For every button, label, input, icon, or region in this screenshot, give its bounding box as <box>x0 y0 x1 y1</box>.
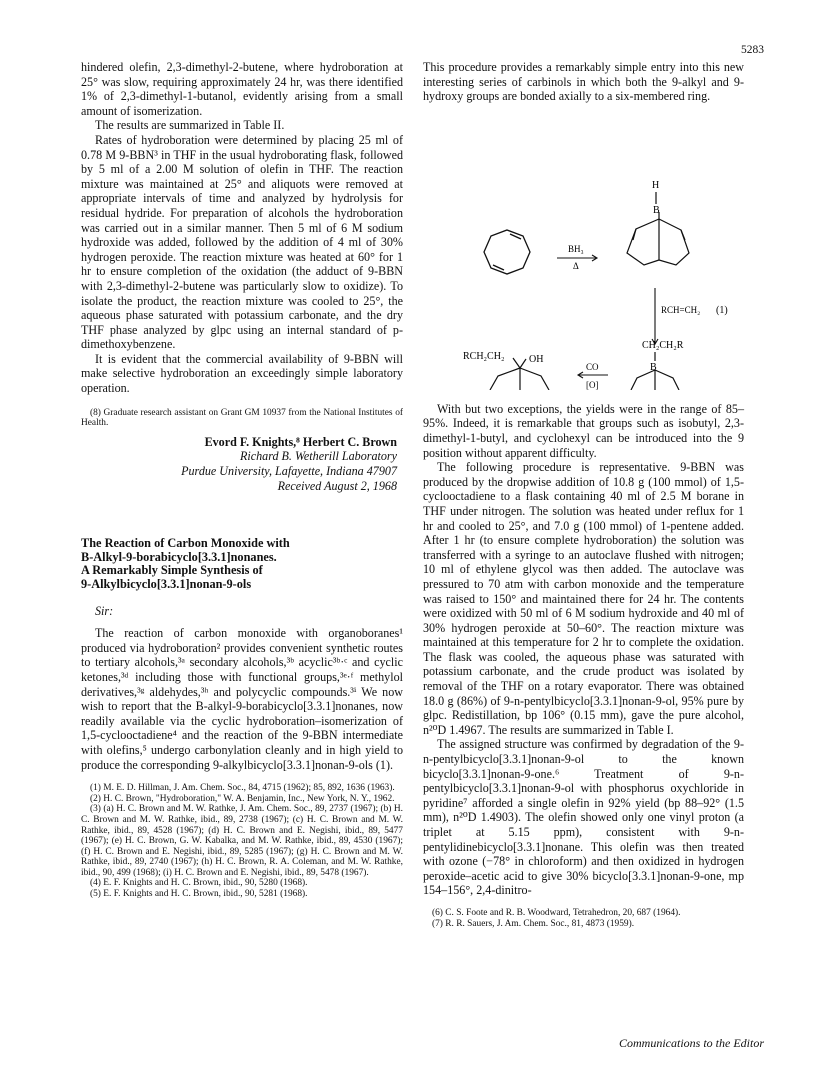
signature-lab: Richard B. Wetherill Laboratory <box>240 449 397 464</box>
left-body-paragraph: The reaction of carbon monoxide with organoboranes¹ produced via hydroboration² provides convenient synthetic routes to tertiary alcohols,³ᵃ secondary alcohols,³ᵇ acyclic³ᵇ·ᶜ and cyclic ketones,³ᵈ including those with functional groups,³ᵉ·ᶠ methylol derivatives,³ᵍ aldehydes,³ʰ and polycyclic compounds.³ⁱ We now wish to report that the B-alkyl-9-borabicyclo[3.3.1]nonanes, now readily available via the cyclic hydroboration–isomerization of 1,5-cyclooctadiene⁴ and the reaction of the 9-BBN intermediate with olefins,⁵ undergo carbonylation cleanly and in high yield to produce the corresponding 9-alkylbicyclo[3.3.1]nonan-9-ols (1). <box>81 626 403 772</box>
journal-section-footer: Communications to the Editor <box>619 1036 764 1050</box>
signature-received: Received August 2, 1968 <box>277 478 397 493</box>
footnote-8: (8) Graduate research assistant on Grant GM 10937 from the National Institutes of Health. <box>81 407 403 429</box>
alkyl-borane-structure <box>631 352 679 390</box>
right-structure-paragraph: The assigned structure was confirmed by degradation of the 9-n-pentylbicyclo[3.3.1]nonan-9-ol to the known bicyclo[3.3.1]nonan-9-one.⁶ Treatment of 9-n-pentylbicyclo[3.3.1]nonan-9-ol with phosphorus oxychloride in pyridine⁷ afforded a single olefin in 92% yield (bp 88–92° (1.5 mm), n²⁰D 1.4903). The olefin showed only one vinyl proton (a triplet at 5.15 ppm), consistent with 9-n-pentylidinebicyclo[3.3.1]nonane. This olefin was then treated with ozone (−78° in chloroform) and then oxidized in hydrogen peroxide–acetic acid to give 30% bicyclo[3.3.1]nonan-9-one, mp 154–156°, 2,4-dinitro- <box>423 737 744 898</box>
reference-4: (4) E. F. Knights and H. C. Brown, ibid., 90, 5280 (1968). <box>90 878 308 889</box>
reaction-scheme <box>423 112 744 390</box>
right-references <box>423 908 744 929</box>
boron-atom-label-2: B <box>650 361 657 373</box>
left-conclusion-paragraph: It is evident that the commercial availability of 9-BBN will make selective hydroboration an exceedingly simple laboratory operation. <box>81 351 403 396</box>
alkyl-group-label: CH₂CH₂R <box>642 339 684 351</box>
left-column <box>81 60 403 900</box>
right-column <box>423 60 744 929</box>
reference-3: (3) (a) H. C. Brown and M. W. Rathke, J. Am. Chem. Soc., 89, 2737 (1967); (b) H. C. Brown and M. W. Rathke, ibid., 89, 2738 (1967); (c) H. C. Brown and M. W. Rathke, ibid., 89, 4528 (1967); (d) H. C. Brown and E. Negishi, ibid., 89, 5477 (1967); (e) H. C. Brown, G. W. Kabalka, and M. W. Rathke, ibid., 89, 4530 (1967); (f) H. C. Brown and E. Negishi, ibid., 89, 5285 (1967); (g) H. C. Brown and M. W. Rathke, ibid., 89, 2740 (1967); (h) H. C. Brown, R. A. Coleman, and M. W. Rathke, ibid., 90, 499 (1968); (i) H. C. Brown and E. Negishi, ibid., 89, 5478 (1967). <box>81 804 403 878</box>
reaction-scheme-drawing <box>423 112 744 390</box>
boron-atom-label: B <box>653 204 660 216</box>
left-references <box>81 783 403 900</box>
right-yields-paragraph: With but two exceptions, the yields were in the range of 85–95%. Indeed, it is remarkable that groups such as isobutyl, 2,3-dimethyl-1-butyl, and cyclohexyl can be introduced into the 9 position without apparent difficulty. <box>423 401 744 460</box>
reference-2: (2) H. C. Brown, "Hydroboration," W. A. Benjamin, Inc., New York, N. Y., 1962. <box>90 793 395 804</box>
salutation: Sir: <box>95 603 114 618</box>
hydrogen-atom-label: H <box>652 179 660 191</box>
right-procedure-paragraph: The following procedure is representative. 9-BBN was produced by the dropwise addition of 10.8 g (100 mmol) of 1,5-cyclooctadiene to a flask containing 40 ml of 2.5 M borane in THF under nitrogen. The solution was heated under reflux for 1 hr and cooled to 25°, and 7.0 g (100 mmol) of 1-pentene added. After 1 hr (to ensure complete hydroboration) the solution was transferred with a syringe to an autoclave flushed with nitrogen; 10 ml of ethylene glycol was then added. The autoclave was pressured to 70 atm with carbon monoxide and the temperature was raised to 150° and maintained there for 24 hr. The contents were oxidized with 50 ml of 6 M sodium hydroxide and 40 ml of 30% hydrogen peroxide at 50–60°. The reaction mixture was maintained at this temperature for 2 hr to complete the oxidation. The flask was cooled, the aqueous phase was saturated with potassium carbonate, and the crude product was isolated by removal of the THF on a rotary evaporator. There was obtained 18.0 g (86%) of 9-n-pentylbicyclo[3.3.1]nonan-9-ol, 95% pure by glpc. Redistillation, bp 106° (0.15 mm), gave the pure alcohol, n²⁰D 1.4967. The results are summarized in Table I. <box>423 460 744 737</box>
signature-block <box>81 435 403 493</box>
left-results-paragraph: The results are summarized in Table II. <box>95 118 285 133</box>
reagent-co-label: CO <box>586 361 599 372</box>
footnote-8-block <box>81 408 403 429</box>
reagent-oxidation-label: [O] <box>586 379 599 390</box>
reference-6: (6) C. S. Foote and R. B. Woodward, Tetrahedron, 20, 687 (1964). <box>432 907 681 918</box>
reagent-bh3-label: BH₃ <box>568 243 584 254</box>
arrow-carbonylation <box>578 372 608 378</box>
article-title-line: 9-Alkylbicyclo[3.3.1]nonan-9-ols <box>81 577 252 591</box>
arrow-olefin-addition <box>652 288 658 344</box>
reference-5: (5) E. F. Knights and H. C. Brown, ibid., 90, 5281 (1968). <box>90 889 308 900</box>
left-intro-paragraph: hindered olefin, 2,3-dimethyl-2-butene, where hydroboration at 25° was slow, requiring approximately 24 hr, was there identified 1% of 2,3-dimethyl-1-butanol, evidently arising from a small amount of isomerization. <box>81 60 403 118</box>
right-intro-paragraph: This procedure provides a remarkably simple entry into this new interesting series of carbinols in which both the 9-alkyl and 9-hydroxy groups are bonded axially to a six-membered ring. <box>423 60 744 104</box>
signature-authors: Evord F. Knights,⁸ Herbert C. Brown <box>204 434 397 449</box>
reference-1: (1) M. E. D. Hillman, J. Am. Chem. Soc., 84, 4715 (1962); 85, 892, 1636 (1963). <box>90 783 395 794</box>
article-title-line: B-Alkyl-9-borabicyclo[3.3.1]nonanes. <box>81 549 277 564</box>
article-title-line: A Remarkably Simple Synthesis of <box>81 563 263 578</box>
article-title-line: The Reaction of Carbon Monoxide with <box>81 536 290 551</box>
reference-7: (7) R. R. Sauers, J. Am. Chem. Soc., 81, 4873 (1959). <box>432 918 635 929</box>
borabicyclononane-structure <box>627 192 689 265</box>
product-alkyl-label: RCH₂CH₂ <box>463 350 505 362</box>
hydroxyl-group-label: OH <box>529 353 544 365</box>
page-number: 5283 <box>741 44 764 56</box>
reagent-heat-label: Δ <box>573 260 579 271</box>
left-rates-paragraph: Rates of hydroboration were determined by placing 25 ml of 0.78 M 9-BBN³ in THF in the usual hydroborating flask, followed by 5 ml of a 2.00 M solution of olefin in THF. The reaction mixture was maintained at 25° and aliquots were removed at appropriate intervals of time and analyzed by hydrolysis for residual hydride. For preparation of alcohols the hydroboration was carried out in a similar manner. Then 5 ml of 6 M sodium hydroxide was added, followed by the addition of 4 ml of 30% hydrogen peroxide. The reaction mixture was heated at 60° for 1 hr to ensure completion of the oxidation (the adduct of 9-BBN with 2,3-dimethyl-2-butene was particularly slow to oxidize). To isolate the product, the reaction mixture was cooled to 25°, the aqueous phase saturated with potassium carbonate, and the dry THF phase analyzed by glpc using an internal standard of p-dimethoxybenzene. <box>81 132 403 352</box>
equation-number: (1) <box>716 304 728 316</box>
cyclooctadiene-structure <box>484 230 530 274</box>
signature-university: Purdue University, Lafayette, Indiana 47907 <box>181 464 397 479</box>
article-title <box>81 537 403 591</box>
olefin-reagent-label: RCH=CH₂ <box>661 304 701 315</box>
